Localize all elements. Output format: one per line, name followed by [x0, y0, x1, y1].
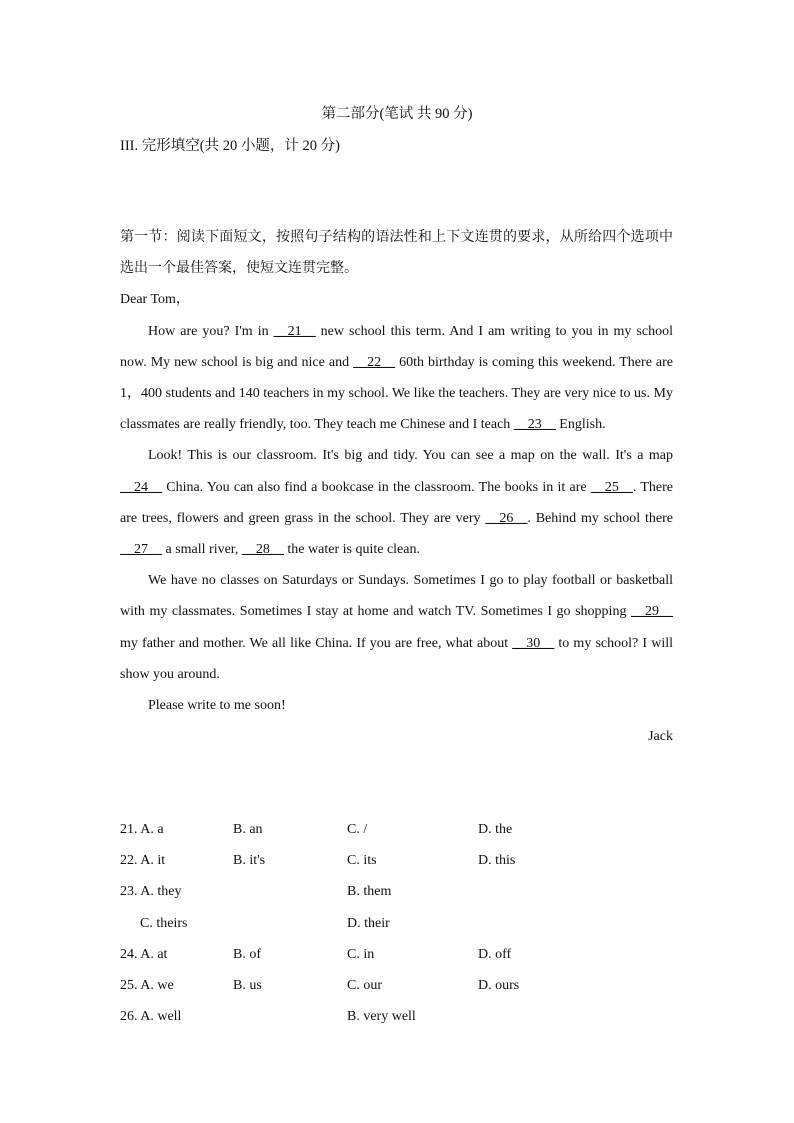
question-21 [120, 814, 680, 845]
option-b: B. them [347, 884, 392, 900]
question-25 [120, 970, 680, 1001]
option-d: D. the [478, 822, 513, 837]
option-b: B. it's [233, 853, 266, 869]
text: China. You can also find a bookcase in the classroom. The books in it are [162, 479, 591, 495]
text: new school this term. And I am writing to you in my school now. My new school is big and nice and [120, 323, 673, 370]
option-a: 26. A. well [120, 1009, 182, 1025]
part-title: 第二部分(笔试 共 90 分) [321, 106, 473, 122]
text: . Behind my school there [527, 510, 673, 526]
letter-greeting: Dear Tom， [120, 292, 190, 308]
blank-29: __29__ [631, 604, 673, 620]
blank-30: __30__ [512, 635, 555, 651]
option-b: B. of [233, 946, 261, 962]
option-d: D. off [478, 946, 512, 962]
option-c: C. / [347, 822, 368, 837]
option-b: B. us [233, 977, 262, 993]
option-b: B. very well [347, 1009, 416, 1025]
blank-25: __25__ [590, 479, 633, 495]
blank-23: __23__ [513, 417, 556, 433]
blank-26: __26__ [485, 510, 528, 526]
option-c: C. theirs [140, 915, 188, 931]
option-a: 22. A. it [120, 853, 166, 869]
question-22 [120, 845, 680, 876]
question-23-cont [120, 908, 680, 939]
option-a: 24. A. at [120, 946, 168, 962]
option-a: 25. A. we [120, 977, 174, 993]
text: Look! This is our classroom. It's big and tidy. You can see a map on the wall. It's a map [148, 448, 673, 464]
text: English. [555, 417, 606, 433]
option-d: D. ours [478, 977, 520, 993]
paragraph-1 [120, 316, 673, 441]
question-24 [120, 939, 680, 970]
option-d: D. this [478, 853, 516, 869]
text: . There are trees, flowers and green grass in the school. They are very [120, 479, 673, 526]
blank-22: __22__ [353, 354, 396, 370]
letter-signature: Jack [648, 729, 673, 745]
option-a: 23. A. they [120, 884, 182, 900]
text: to my school? I will show you around. [120, 635, 673, 682]
question-26 [120, 1001, 680, 1032]
text: a small river, [162, 542, 242, 558]
text: 60th birthday is coming this weekend. There are 1，400 students and 140 teachers in my school. We like the teachers. They are very nice to us. My classmates are really friendly, too. They teach me Chinese and I teach [120, 354, 674, 433]
paragraph-2 [120, 440, 673, 565]
option-b: B. an [233, 822, 263, 837]
blank-21: __21__ [273, 323, 316, 339]
paragraph-3 [120, 565, 673, 690]
option-c: C. our [347, 977, 382, 993]
blank-24: __24__ [120, 479, 162, 495]
option-c: C. its [347, 853, 377, 869]
option-d: D. their [347, 915, 390, 931]
letter-closing: Please write to me soon! [148, 698, 286, 714]
question-23 [120, 876, 680, 907]
text: We have no classes on Saturdays or Sundays. Sometimes I go to play football or basketball with my classmates. Sometimes I stay at home and watch TV. Sometimes I go shopping [120, 573, 673, 620]
section-title: III. 完形填空(共 20 小题，计 20 分) [120, 138, 340, 154]
answer-options [120, 814, 680, 1032]
text: How are you? I'm in [148, 323, 274, 339]
blank-27: __27__ [120, 542, 162, 558]
text: the water is quite clean. [283, 542, 420, 558]
instructions: 第一节：阅读下面短文，按照句子结构的语法性和上下文连贯的要求，从所给四个选项中选出一个最佳答案，使短文连贯完整。 [120, 230, 673, 277]
option-c: C. in [347, 946, 375, 962]
blank-28: __28__ [241, 542, 284, 558]
cloze-passage [120, 222, 673, 752]
option-a: 21. A. a [120, 822, 164, 837]
text: my father and mother. We all like China. If you are free, what about [120, 635, 513, 651]
